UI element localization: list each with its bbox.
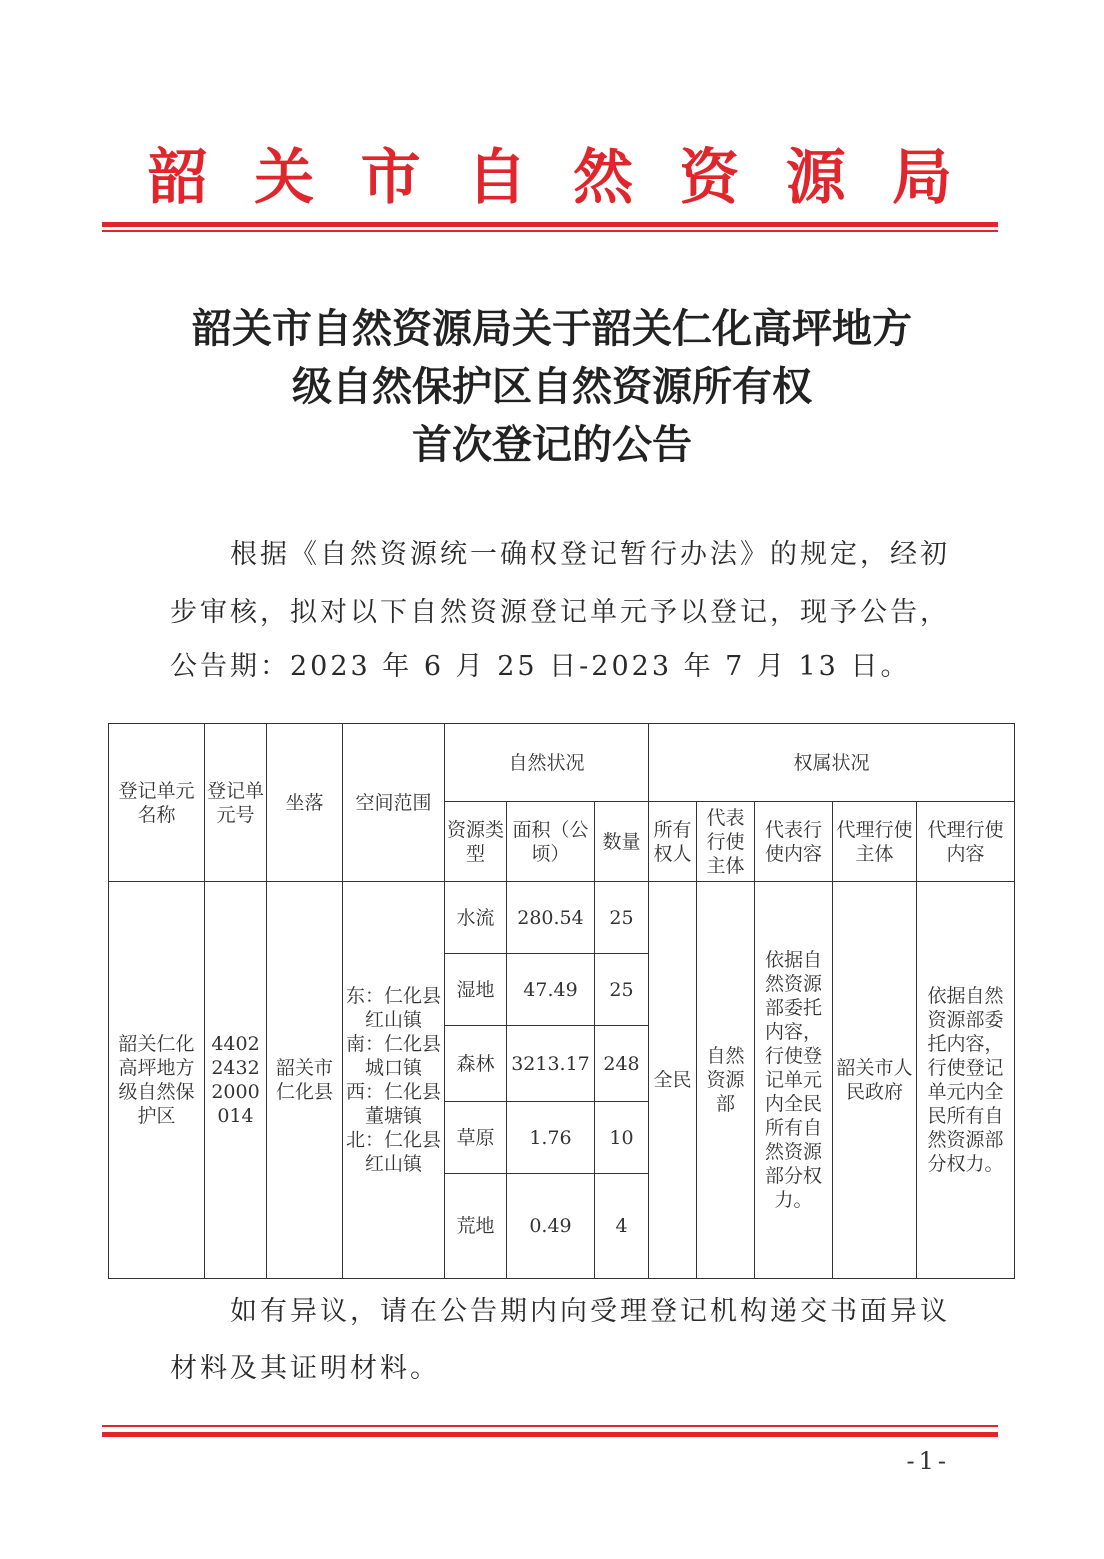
resource-count-cell: 25 bbox=[595, 882, 649, 954]
title-line-1: 韶关市自然资源局关于韶关仁化高坪地方 bbox=[192, 305, 912, 352]
masthead-char: 关 bbox=[254, 143, 315, 213]
resource-count-cell: 248 bbox=[595, 1026, 649, 1102]
resource-area-cell: 280.54 bbox=[507, 882, 595, 954]
resource-type-cell: 荒地 bbox=[445, 1174, 507, 1279]
space-south: 南：仁化县城口镇 bbox=[345, 1033, 441, 1079]
intro-line-2: 步审核，拟对以下自然资源登记单元予以登记，现予公告， bbox=[170, 597, 950, 628]
resource-count-cell: 25 bbox=[595, 954, 649, 1026]
rep-subject-cell: 自然资源部 bbox=[697, 882, 755, 1279]
space-north: 北：仁化县红山镇 bbox=[345, 1129, 441, 1175]
masthead-char: 源 bbox=[785, 143, 846, 213]
notice-title bbox=[120, 300, 984, 474]
registration-table bbox=[108, 723, 1015, 1279]
header-red-rule bbox=[102, 222, 998, 227]
unit-name-cell: 韶关仁化高坪地方级自然保护区 bbox=[109, 882, 205, 1279]
title-line-3: 首次登记的公告 bbox=[412, 421, 692, 468]
intro-line-3: 公告期：2023 年 6 月 25 日-2023 年 7 月 13 日。 bbox=[170, 651, 911, 682]
resource-type-cell: 湿地 bbox=[445, 954, 507, 1026]
unit-no-cell: 440224322000014 bbox=[205, 882, 267, 1279]
footer-red-rule bbox=[102, 1432, 998, 1437]
header-rep-subject: 代表行使主体 bbox=[697, 802, 755, 882]
header-area: 面积（公顷） bbox=[507, 802, 595, 882]
resource-area-cell: 0.49 bbox=[507, 1174, 595, 1279]
space-east: 东：仁化县红山镇 bbox=[345, 985, 441, 1031]
owner-cell: 全民 bbox=[649, 882, 697, 1279]
intro-line-1: 根据《自然资源统一确权登记暂行办法》的规定，经初 bbox=[230, 539, 950, 570]
header-unit-no: 登记单元号 bbox=[205, 724, 267, 882]
resource-type-cell: 水流 bbox=[445, 882, 507, 954]
closing-line-2: 材料及其证明材料。 bbox=[170, 1353, 440, 1384]
title-line-2: 级自然保护区自然资源所有权 bbox=[292, 363, 812, 410]
footer-red-rule-thin bbox=[102, 1425, 998, 1427]
space-cell bbox=[343, 882, 445, 1279]
header-location: 坐落 bbox=[267, 724, 343, 882]
resource-type-cell: 森林 bbox=[445, 1026, 507, 1102]
location-cell: 韶关市仁化县 bbox=[267, 882, 343, 1279]
table-row bbox=[109, 882, 1015, 954]
agent-subject-cell: 韶关市人民政府 bbox=[833, 882, 917, 1279]
resource-area-cell: 47.49 bbox=[507, 954, 595, 1026]
rep-content-cell: 依据自然资源部委托内容，行使登记单元内全民所有自然资源部分权力。 bbox=[755, 882, 833, 1279]
resource-count-cell: 4 bbox=[595, 1174, 649, 1279]
header-natural-status: 自然状况 bbox=[445, 724, 649, 802]
closing-line-1: 如有异议，请在公告期内向受理登记机构递交书面异议 bbox=[230, 1296, 950, 1327]
header-resource-type: 资源类型 bbox=[445, 802, 507, 882]
agency-masthead bbox=[100, 138, 1000, 218]
header-owner: 所有权人 bbox=[649, 802, 697, 882]
resource-area-cell: 3213.17 bbox=[507, 1026, 595, 1102]
masthead-char: 自 bbox=[466, 143, 527, 213]
page-number: -1- bbox=[906, 1447, 950, 1475]
header-space: 空间范围 bbox=[343, 724, 445, 882]
header-agent-content: 代理行使内容 bbox=[917, 802, 1015, 882]
header-rep-content: 代表行使内容 bbox=[755, 802, 833, 882]
resource-type-cell: 草原 bbox=[445, 1102, 507, 1174]
resource-area-cell: 1.76 bbox=[507, 1102, 595, 1174]
agent-content-cell: 依据自然资源部委托内容，行使登记单元内全民所有自然资源部分权力。 bbox=[917, 882, 1015, 1279]
masthead-char: 然 bbox=[573, 143, 634, 213]
masthead-char: 局 bbox=[891, 143, 952, 213]
header-ownership-status: 权属状况 bbox=[649, 724, 1015, 802]
header-count: 数量 bbox=[595, 802, 649, 882]
header-agent-subject: 代理行使主体 bbox=[833, 802, 917, 882]
masthead-char: 韶 bbox=[148, 143, 208, 213]
header-red-rule-thin bbox=[102, 230, 998, 232]
space-west: 西：仁化县董塘镇 bbox=[345, 1081, 441, 1127]
resource-count-cell: 10 bbox=[595, 1102, 649, 1174]
masthead-char: 市 bbox=[360, 143, 421, 213]
header-unit-name: 登记单元名称 bbox=[109, 724, 205, 882]
masthead-char: 资 bbox=[679, 143, 740, 213]
